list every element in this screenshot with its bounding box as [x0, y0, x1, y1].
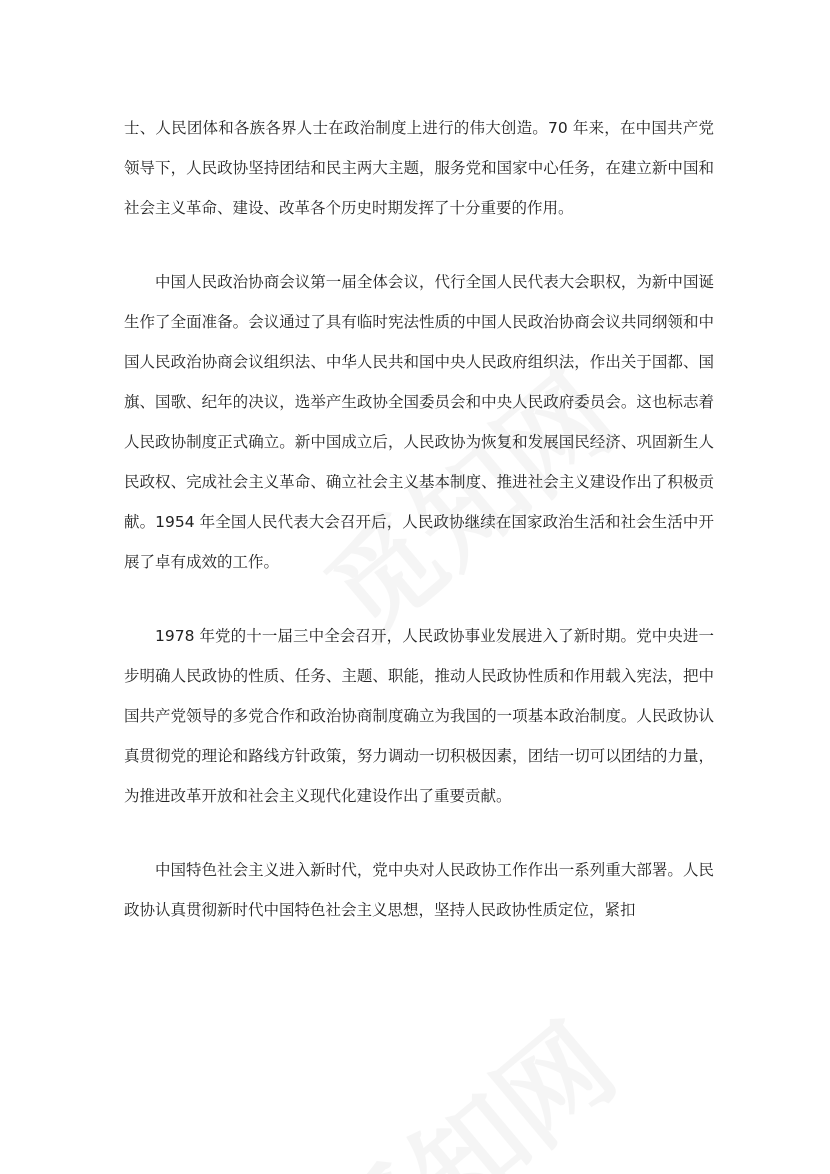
- paragraph-3: 1978 年党的十一届三中全会召开，人民政协事业发展进入了新时期。党中央进一步明确人民政协的性质、任务、主题、职能，推动人民政协性质和作用载入宪法，把中国共产党领导的多党合作和政治协商制度确立为我国的一项基本政治制度。人民政协认真贯彻党的理论和路线方针政策，努力调动一切积极因素，团结一切可以团结的力量，为推进改革开放和社会主义现代化建设作出了重要贡献。: [124, 627, 714, 805]
- paragraph-gap: [124, 228, 714, 262]
- paragraph-4: 中国特色社会主义进入新时代，党中央对人民政协工作作出一系列重大部署。人民政协认真贯彻新时代中国特色社会主义思想，坚持人民政协性质定位，紧扣: [124, 861, 714, 919]
- paragraph-2: 中国人民政治协商会议第一届全体会议，代行全国人民代表大会职权，为新中国诞生作了全面准备。会议通过了具有临时宪法性质的中国人民政治协商会议共同纲领和中国人民政治协商会议组织法、中华人民共和国中央人民政府组织法，作出关于国都、国旗、国歌、纪年的决议，选举产生政协全国委员会和中央人民政府委员会。这也标志着人民政协制度正式确立。新中国成立后，人民政协为恢复和发展国民经济、巩固新生人民政权、完成社会主义革命、确立社会主义基本制度、推进社会主义建设作出了积极贡献。1954 年全国人民代表大会召开后，人民政协继续在国家政治生活和社会生活中开展了卓有成效的工作。: [124, 273, 714, 571]
- document-body: [124, 108, 714, 930]
- paragraph-1: 士、人民团体和各族各界人士在政治制度上进行的伟大创造。70 年来，在中国共产党领导下，人民政协坚持团结和民主两大主题，服务党和国家中心任务，在建立新中国和社会主义革命、建设、改革各个历史时期发挥了十分重要的作用。: [124, 119, 714, 217]
- paragraph-gap: [124, 816, 714, 850]
- watermark: [288, 982, 642, 1174]
- paragraph-gap: [124, 582, 714, 616]
